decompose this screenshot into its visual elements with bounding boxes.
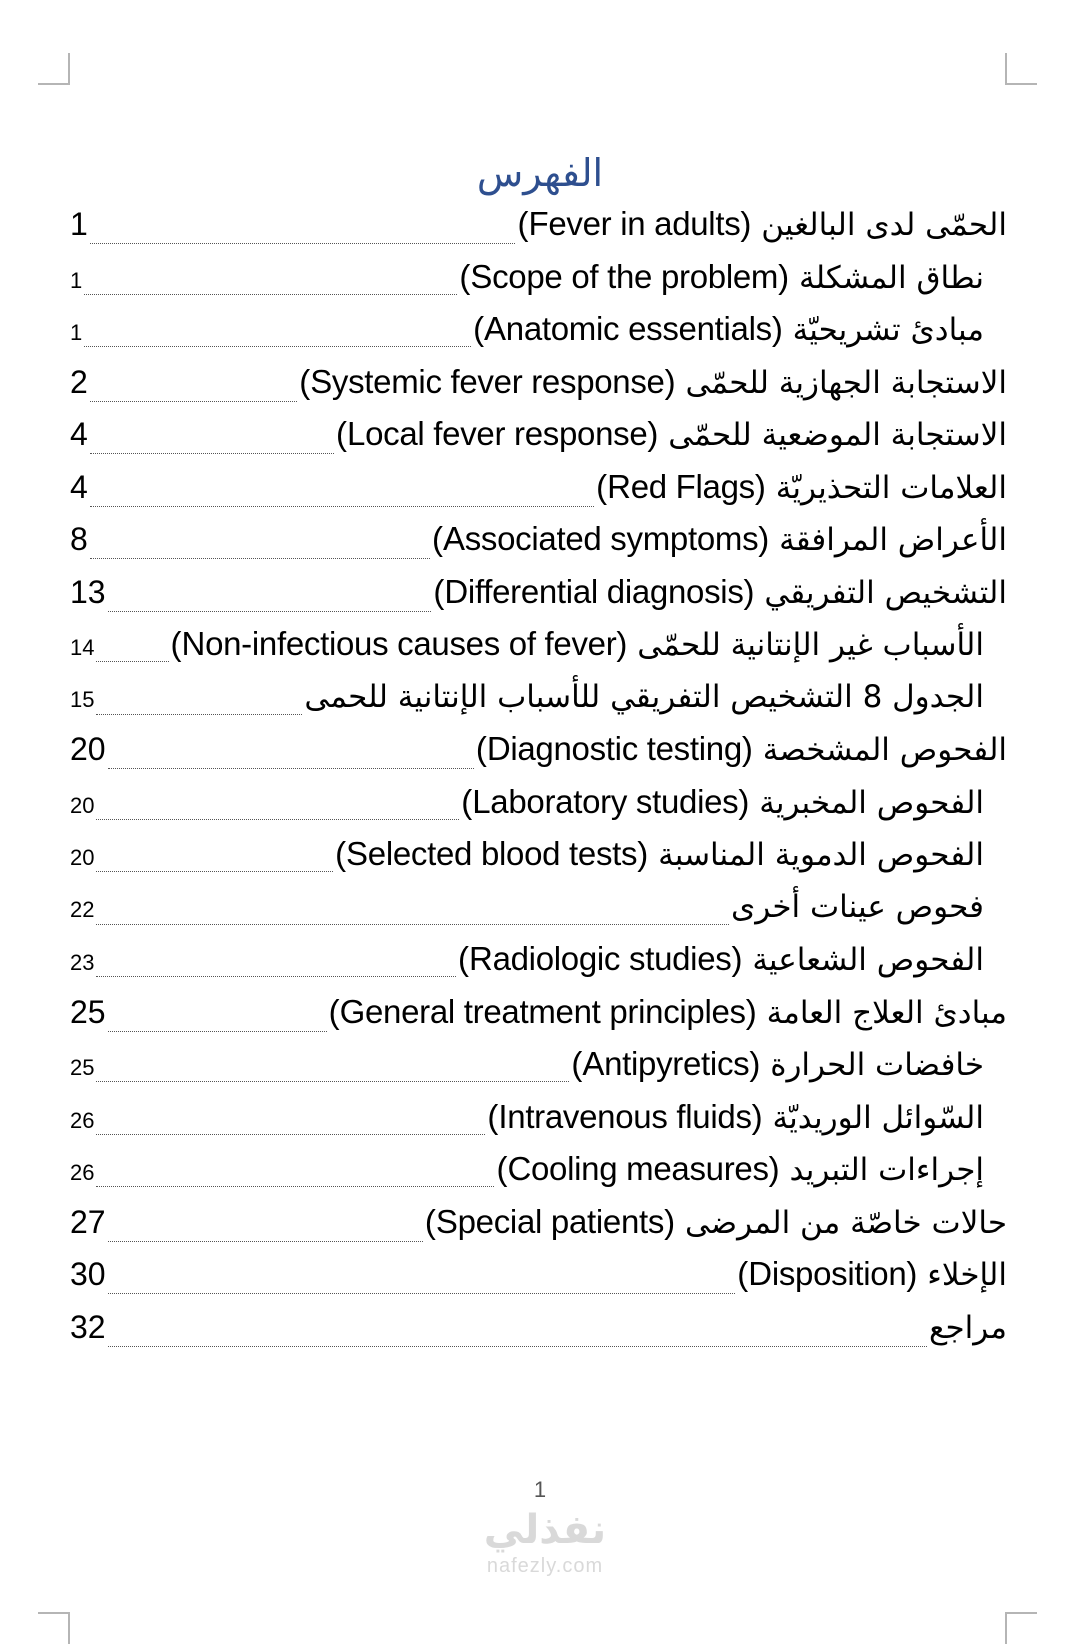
toc-entry-english: (Laboratory studies) [461, 783, 750, 820]
toc-entry[interactable] [70, 887, 984, 931]
toc-page-number: 27 [70, 1204, 106, 1240]
toc-entry-english: (Associated symptoms) [432, 520, 770, 557]
toc-entry[interactable] [70, 677, 984, 721]
toc-entry-label [737, 1254, 1007, 1295]
toc-entry[interactable] [70, 782, 984, 826]
toc-page-number: 20 [70, 845, 95, 870]
toc-entry-english: (Disposition) [737, 1255, 918, 1292]
dot-leader [96, 1185, 494, 1187]
toc-entry-arabic: مبادئ تشريحيّة [792, 312, 984, 348]
toc-entry[interactable] [70, 1307, 1007, 1351]
toc-entry-label [171, 624, 984, 665]
crop-mark-top-left [38, 53, 70, 85]
dot-leader [96, 660, 168, 662]
toc-entry-label [433, 572, 1007, 613]
toc-entry-label [473, 309, 984, 350]
toc-entry-arabic: فحوص عينات أخرى [730, 889, 984, 925]
toc-entry-arabic: خافضات الحرارة [770, 1047, 984, 1083]
toc-page-number: 1 [70, 268, 83, 293]
toc-page-number: 1 [70, 206, 88, 242]
toc-entry-arabic: مراجع [929, 1310, 1007, 1346]
toc-page-number: 1 [70, 320, 83, 345]
toc-entry[interactable] [70, 939, 984, 983]
toc-page-number: 30 [70, 1256, 106, 1292]
toc-entry[interactable] [70, 992, 1007, 1036]
toc-entry-arabic: مبادئ العلاج العامة [766, 995, 1007, 1031]
dot-leader [96, 1133, 485, 1135]
dot-leader [108, 1240, 423, 1242]
dot-leader [96, 923, 729, 925]
dot-leader [96, 713, 302, 715]
toc-title: الفهرس [476, 151, 604, 195]
toc-entry-english: (Radiologic studies) [458, 940, 743, 977]
toc-entry-english: (Fever in adults) [517, 205, 752, 242]
toc-entry-english: (Scope of the problem) [459, 258, 790, 295]
toc-entry-arabic: الفحوص الدموية المناسبة [658, 837, 984, 873]
toc-entry-arabic: السّوائل الوريديّة [772, 1100, 984, 1136]
toc-entry-label [571, 1044, 984, 1085]
toc-entry[interactable] [70, 834, 984, 878]
toc-page-number: 26 [70, 1160, 95, 1185]
toc-page-number: 8 [70, 521, 88, 557]
toc-entry[interactable] [70, 519, 1007, 563]
toc-page-number: 32 [70, 1309, 106, 1345]
toc-entry-english: (Anatomic essentials) [473, 310, 783, 347]
dot-leader [96, 870, 333, 872]
dot-leader [84, 345, 471, 347]
toc-entry-arabic: حالات خاصّة من المرضى [684, 1205, 1007, 1241]
dot-leader [90, 452, 334, 454]
crop-mark-top-right [1005, 53, 1037, 85]
toc-entry-english: (Antipyretics) [571, 1045, 761, 1082]
toc-entry-label [299, 362, 1007, 403]
toc-page-number: 20 [70, 731, 106, 767]
toc-entry-label [929, 1308, 1007, 1348]
toc-entry[interactable] [70, 1149, 984, 1193]
toc-entry-english: (Cooling measures) [496, 1150, 780, 1187]
toc-entry-label [461, 782, 984, 823]
dot-leader [108, 1030, 327, 1032]
toc-entry[interactable] [70, 1254, 1007, 1298]
dot-leader [90, 400, 297, 402]
toc-entry-english: (Diagnostic testing) [475, 730, 753, 767]
toc-entry[interactable] [70, 1202, 1007, 1246]
toc-entry-label [425, 1202, 1007, 1243]
toc-page-number: 25 [70, 994, 106, 1030]
dot-leader [96, 1080, 569, 1082]
toc-entry-label [496, 1149, 984, 1190]
toc-entry[interactable] [70, 414, 1007, 458]
toc-page-number: 23 [70, 950, 95, 975]
toc-page-number: 26 [70, 1108, 95, 1133]
toc-entry-arabic: الإخلاء [927, 1257, 1007, 1293]
toc-page-number: 4 [70, 416, 88, 452]
toc-page-number: 25 [70, 1055, 95, 1080]
toc-page-number: 2 [70, 364, 88, 400]
toc-entry-arabic: الأعراض المرافقة [779, 522, 1007, 558]
toc-entry-arabic: التشخيص التفريقي [764, 575, 1007, 611]
toc-entry-label [304, 677, 984, 717]
toc-entry-arabic: الأسباب غير الإنتانية للحمّى [637, 627, 984, 663]
dot-leader [96, 975, 456, 977]
toc-entry-label [517, 204, 1007, 245]
toc-entry[interactable] [70, 624, 984, 668]
toc-entry-english: (Differential diagnosis) [433, 573, 755, 610]
toc-entry-label [458, 939, 984, 980]
toc-entry-english: (General treatment principles) [328, 993, 757, 1030]
page-number: 1 [533, 1477, 547, 1502]
crop-mark-bottom-right [1005, 1612, 1037, 1644]
toc-entry-label [336, 414, 1007, 455]
toc-entry-arabic: الحمّى لدى البالغين [761, 207, 1007, 243]
toc-entry[interactable] [70, 1097, 984, 1141]
toc-page-number: 14 [70, 635, 95, 660]
watermark-arabic: نفذلي [483, 1507, 607, 1553]
toc-page-number: 13 [70, 574, 106, 610]
toc-entry[interactable] [70, 257, 984, 301]
dot-leader [90, 557, 430, 559]
dot-leader [108, 767, 474, 769]
toc-entry[interactable] [70, 204, 1007, 248]
toc-entry-arabic: الفحوص المشخصة [762, 732, 1007, 768]
toc-page-number: 22 [70, 897, 95, 922]
toc-page-number: 20 [70, 793, 95, 818]
toc-entry-label [329, 992, 1007, 1033]
toc-entry-english: (Local fever response) [336, 415, 659, 452]
dot-leader [84, 293, 457, 295]
dot-leader [108, 610, 432, 612]
toc-entry-arabic: العلامات التحذيريّة [775, 470, 1007, 506]
toc-entry-english: (Intravenous fluids) [487, 1098, 763, 1135]
dot-leader [108, 1345, 927, 1347]
dot-leader [90, 242, 516, 244]
toc-entry-arabic: الاستجابة الموضعية للحمّى [668, 417, 1007, 453]
toc-entry-label [596, 467, 1007, 508]
toc-entry[interactable] [70, 1044, 984, 1088]
toc-entry-arabic: نطاق المشكلة [798, 260, 984, 296]
toc-entry-arabic: الجدول 8 التشخيص التفريقي للأسباب الإنتانية للحمى [304, 679, 984, 715]
toc-entry[interactable] [70, 309, 984, 353]
toc-page-number: 15 [70, 687, 95, 712]
toc-entry[interactable] [70, 572, 1007, 616]
toc-entry-label [476, 729, 1007, 770]
toc-entry-english: (Systemic fever response) [299, 363, 676, 400]
toc-entry-label [487, 1097, 984, 1138]
toc-entry-english: (Selected blood tests) [335, 835, 649, 872]
toc-entry-label [432, 519, 1007, 560]
dot-leader [90, 505, 594, 507]
toc-entry-label [459, 257, 984, 298]
toc-entry-arabic: الفحوص الشعاعية [752, 942, 984, 978]
dot-leader [96, 818, 459, 820]
toc-entry-english: (Red Flags) [596, 468, 766, 505]
toc-entry-label [731, 887, 984, 927]
toc-entry-arabic: الاستجابة الجهازية للحمّى [685, 365, 1007, 401]
toc-entry[interactable] [70, 729, 1007, 773]
toc-entry[interactable] [70, 467, 1007, 511]
watermark-logo [450, 1506, 640, 1578]
toc-page-number: 4 [70, 469, 88, 505]
toc-entry-english: (Special patients) [424, 1203, 676, 1240]
toc-entry-arabic: الفحوص المخبرية [759, 785, 984, 821]
toc-entry-arabic: إجراءات التبريد [789, 1152, 984, 1188]
dot-leader [108, 1292, 736, 1294]
toc-entry-english: (Non-infectious causes of fever) [170, 625, 628, 662]
crop-mark-bottom-left [38, 1612, 70, 1644]
toc-entry[interactable] [70, 362, 1007, 406]
watermark-url: nafezly.com [486, 1555, 604, 1577]
toc-entry-label [335, 834, 984, 875]
